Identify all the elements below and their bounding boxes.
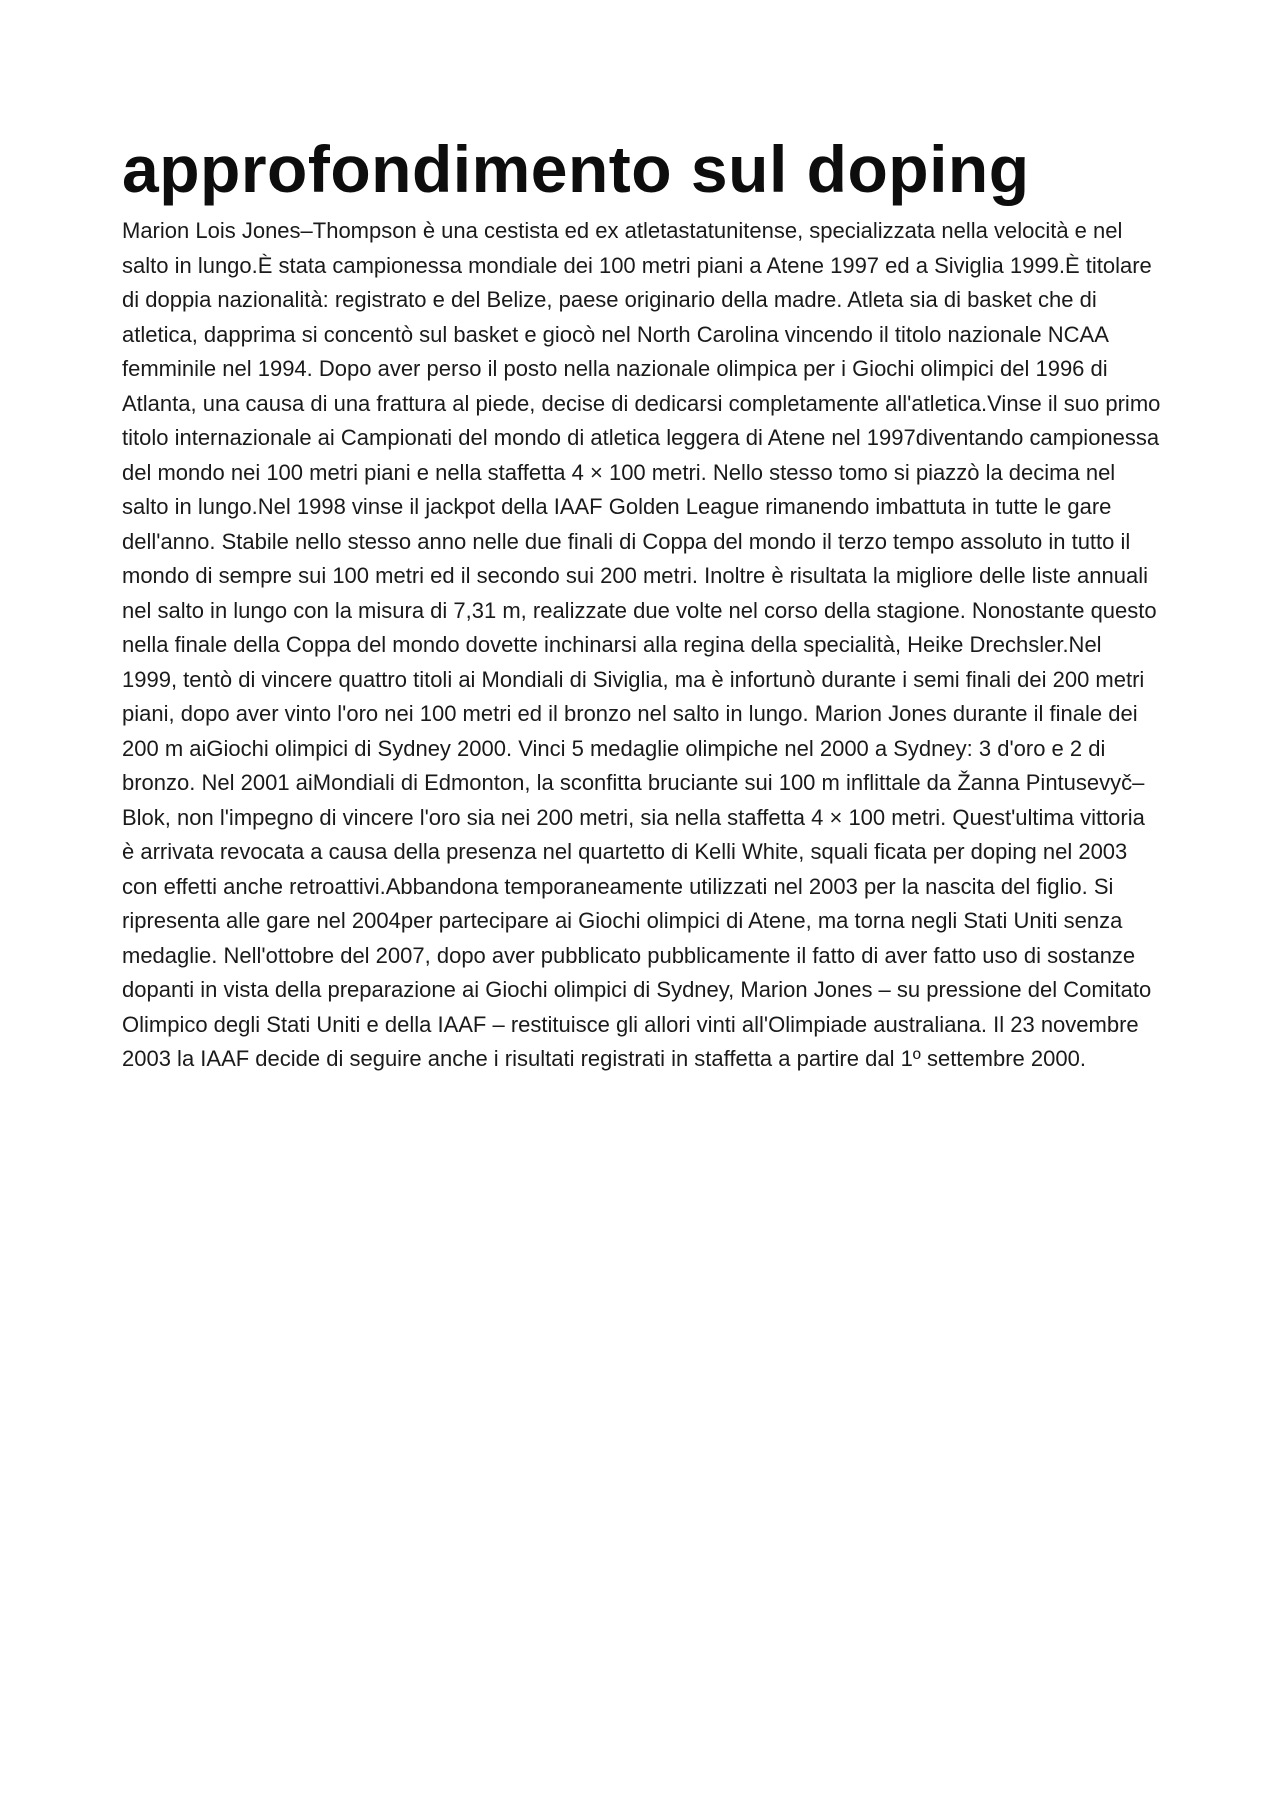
document-body-paragraph: Marion Lois Jones–Thompson è una cestista ed ex atletastatunitense, specializzata nella velocità e nel salto in lungo.È stata campionessa mondiale dei 100 metri piani a Atene 1997 ed a Siviglia 1999.È titolare di doppia nazionalità: registrato e del Belize, paese originario della madre. Atleta sia di basket che di atletica, dapprima si concentò sul basket e giocò nel North Carolina vincendo il titolo nazionale NCAA femminile nel 1994. Dopo aver perso il posto nella nazionale olimpica per i Giochi olimpici del 1996 di Atlanta, una causa di una frattura al piede, decise di dedicarsi completamente all'atletica.Vinse il suo primo titolo internazionale ai Campionati del mondo di atletica leggera di Atene nel 1997diventando campionessa del mondo nei 100 metri piani e nella staffetta 4 × 100 metri. Nello stesso tomo si piazzò la decima nel salto in lungo.Nel 1998 vinse il jackpot della IAAF Golden League rimanendo imbattuta in tutte le gare dell'anno. Stabile nello stesso anno nelle due finali di Coppa del mondo il terzo tempo assoluto in tutto il mondo di sempre sui 100 metri ed il secondo sui 200 metri. Inoltre è risultata la migliore delle liste annuali nel salto in lungo con la misura di 7,31 m, realizzate due volte nel corso della stagione. Nonostante questo nella finale della Coppa del mondo dovette inchinarsi alla regina della specialità, Heike Drechsler.Nel 1999, tentò di vincere quattro titoli ai Mondiali di Siviglia, ma è infortunò durante i semi finali dei 200 metri piani, dopo aver vinto l'oro nei 100 metri ed il bronzo nel salto in lungo. Marion Jones durante il finale dei 200 m aiGiochi olimpici di Sydney 2000. Vinci 5 medaglie olimpiche nel 2000 a Sydney: 3 d'oro e 2 di bronzo. Nel 2001 aiMondiali di Edmonton, la sconfitta bruciante sui 100 m inflittale da Žanna Pintusevyč–Blok, non l'impegno di vincere l'oro sia nei 200 metri, sia nella staffetta 4 × 100 metri. Quest'ultima vittoria è arrivata revocata a causa della presenza nel quartetto di Kelli White, squali ficata per doping nel 2003 con effetti anche retroattivi.Abbandona temporaneamente utilizzati nel 2003 per la nascita del figlio. Si ripresenta alle gare nel 2004per partecipare ai Giochi olimpici di Atene, ma torna negli Stati Uniti senza medaglie. Nell'ottobre del 2007, dopo aver pubblicato pubblicamente il fatto di aver fatto uso di sostanze dopanti in vista della preparazione ai Giochi olimpici di Sydney, Marion Jones – su pressione del Comitato Olimpico degli Stati Uniti e della IAAF – restituisce gli allori vinti all'Olimpiade australiana. Il 23 novembre 2003 la IAAF decide di seguire anche i risultati registrati in staffetta a partire dal 1º settembre 2000. — [122, 218, 1161, 1071]
document-page — [122, 128, 1162, 1077]
document-title: approfondimento sul doping — [122, 132, 1030, 206]
